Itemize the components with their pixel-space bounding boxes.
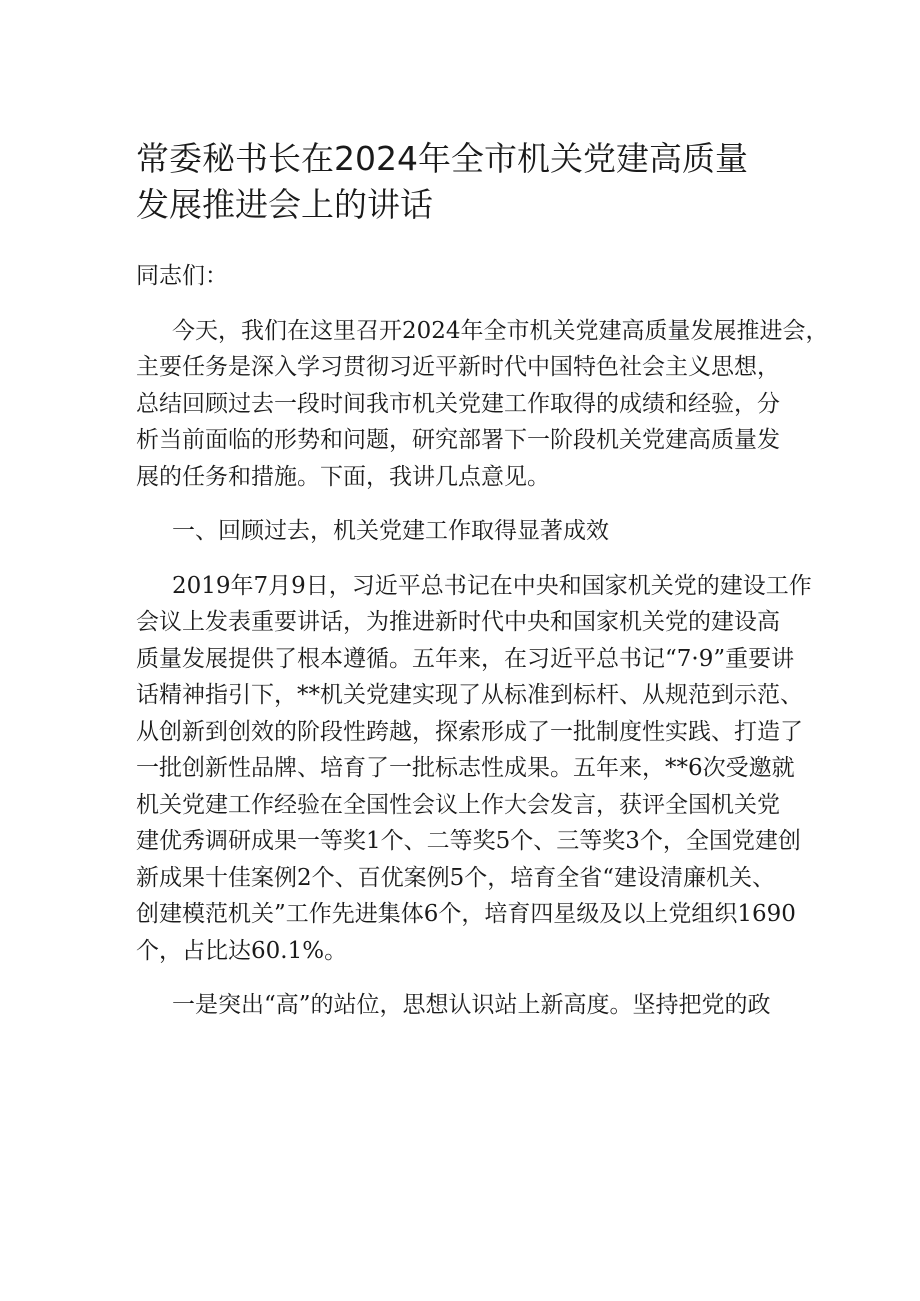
paragraph-line: 析当前面临的形势和问题，研究部署下一阶段机关党建高质量发 [136, 427, 780, 453]
document-title [136, 136, 816, 228]
paragraph-line: 从创新到创效的阶段性跨越，探索形成了一批制度性实践、打造了 [136, 718, 803, 745]
paragraph-review [136, 568, 812, 970]
paragraph-line: 话精神指引下，**机关党建实现了从标准到标杆、从规范到示范、 [136, 682, 803, 708]
section-heading-1 [136, 513, 796, 550]
document-body [136, 258, 829, 1024]
title-line-1: 常委秘书长在2024年全市机关党建高质量 [136, 139, 748, 178]
paragraph-line: 今天，我们在这里召开2024年全市机关党建高质量发展推进会， [172, 317, 829, 344]
paragraph-line: 总结回顾过去一段时间我市机关党建工作取得的成绩和经验，分 [136, 390, 780, 417]
section-heading-text: 一、回顾过去，机关党建工作取得显著成效 [172, 518, 609, 544]
paragraph-line: 个，占比达60.1%。 [136, 937, 348, 964]
salutation-text: 同志们： [136, 263, 228, 289]
paragraph-line: 主要任务是深入学习贯彻习近平新时代中国特色社会主义思想， [136, 354, 780, 380]
paragraph-intro [136, 313, 829, 496]
paragraph-line: 展的任务和措施。下面，我讲几点意见。 [136, 463, 550, 490]
salutation [136, 258, 796, 295]
paragraph-line: 创建模范机关”工作先进集体6个，培育四星级及以上党组织1690 [136, 901, 796, 927]
paragraph-point-1 [136, 987, 796, 1024]
paragraph-line: 质量发展提供了根本遵循。五年来，在习近平总书记“7·9”重要讲 [136, 645, 795, 672]
paragraph-line: 新成果十佳案例2个、百优案例5个，培育全省“建设清廉机关、 [136, 864, 776, 891]
paragraph-line: 建优秀调研成果一等奖1个、二等奖5个、三等奖3个，全国党建创 [136, 828, 801, 854]
paragraph-line: 2019年7月9日，习近平总书记在中央和国家机关党的建设工作 [172, 572, 812, 599]
paragraph-line: 一批创新性品牌、培育了一批标志性成果。五年来，**6次受邀就 [136, 755, 795, 781]
paragraph-line: 会议上发表重要讲话，为推进新时代中央和国家机关党的建设高 [136, 609, 780, 635]
paragraph-line: 机关党建工作经验在全国性会议上作大会发言，获评全国机关党 [136, 791, 780, 818]
title-line-2: 发展推进会上的讲话 [136, 185, 433, 224]
paragraph-line: 一是突出“高”的站位，思想认识站上新高度。坚持把党的政 [172, 992, 771, 1018]
